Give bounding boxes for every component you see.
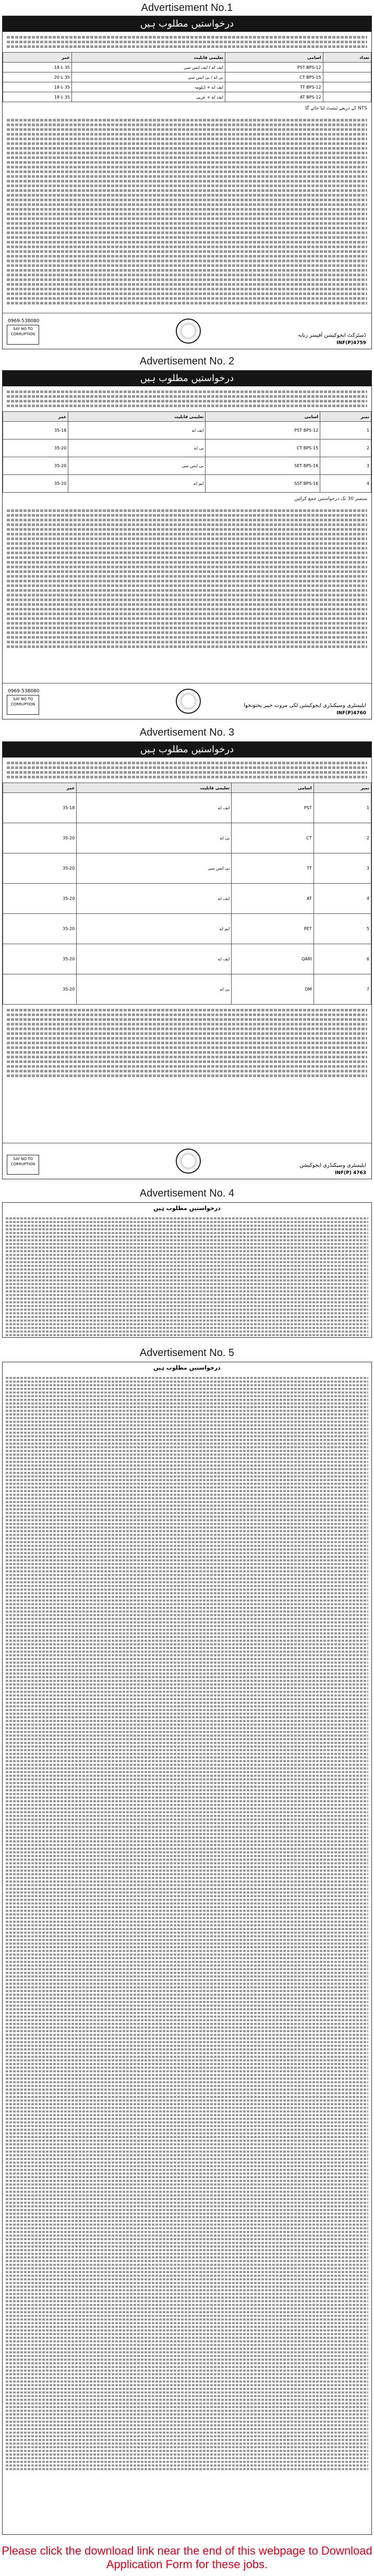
phone-number: 0969-538080	[8, 319, 40, 324]
col-post: اسامی	[225, 53, 323, 63]
government-emblem-icon	[176, 1149, 201, 1174]
table-row: 35-20 بی اے CT BPS-15 2	[3, 439, 371, 457]
table-row: 35-20 ایف اے AT 4	[3, 884, 371, 914]
ad-banner: درخواستیں مطلوب ہیں	[3, 742, 371, 758]
table-row: 35 تا 18 ایف اے + ڈپلومہ TT BPS-12	[3, 82, 371, 92]
table-row: 35 تا 18 ایف اے / ایف ایس سی PST BPS-12	[3, 63, 371, 72]
ad-note: NTS کے ذریعے ٹیسٹ لیا جائے گا	[305, 106, 367, 111]
table-row: 35-20 ایف اے QARI 6	[3, 944, 371, 974]
ad-banner: درخواستیں مطلوب ہیں	[3, 16, 371, 32]
government-emblem-icon	[176, 689, 201, 714]
vacancy-table: عمر تعلیمی قابلیت اسامی نمبر 35-18 ایف اے PST BPS-12 1 35-20 بی اے CT BPS-15 2 35-20 بی ایس سی SET BPS-16 3 35-20 ایم اے SST BPS-16 4	[3, 411, 371, 493]
government-emblem-icon	[176, 319, 201, 344]
col-age: عمر	[3, 53, 72, 63]
ad-note: ستمبر 30 تک درخواستیں جمع کرائیں	[294, 496, 367, 502]
advertisement-label-3: Advertisement No. 3	[139, 727, 235, 738]
ad-footer	[3, 683, 371, 719]
ad-banner: درخواستیں مطلوب ہیں	[3, 371, 371, 386]
col-qualification: تعلیمی قابلیت	[71, 53, 225, 63]
table-row: 35-20 بی اے CT 2	[3, 823, 371, 853]
advertisement-label-2: Advertisement No. 2	[139, 356, 235, 367]
no-corruption-logo: SAY NO TO CORRUPTION	[7, 1155, 39, 1175]
download-note: Please click the download link near the end of this webpage to Download Application Form for these jobs.	[2, 2544, 372, 2571]
table-row: 35-20 ایم اے PET 5	[3, 914, 371, 944]
ad-banner: درخواستیں مطلوب ہیں	[153, 1364, 221, 1371]
advertisement-3	[2, 741, 372, 1179]
table-row: 35-20 بی ایس سی SET BPS-16 3	[3, 457, 371, 475]
advertisement-1	[2, 16, 372, 349]
no-corruption-logo: SAY NO TO CORRUPTION	[7, 325, 39, 345]
no-corruption-logo: SAY NO TO CORRUPTION	[7, 695, 39, 715]
advertisement-label-4: Advertisement No. 4	[139, 1188, 235, 1199]
table-row: 35-20 ایم اے SST BPS-16 4	[3, 475, 371, 493]
table-row: 35 تا 20 بی اے / بی ایس سی CT BPS-15	[3, 72, 371, 82]
issuing-office: ایلیمنٹری وسیکنڈری ایجوکیشن	[299, 1163, 366, 1168]
advertisement-label-5: Advertisement No. 5	[139, 1347, 235, 1359]
vacancy-table	[3, 52, 371, 102]
advertisement-2	[2, 370, 372, 719]
phone-number: 0969-538080	[8, 689, 40, 694]
inf-code: INF(P) 4763	[334, 1170, 366, 1176]
ad-footer	[3, 1143, 371, 1179]
advertisement-5	[2, 1362, 372, 2535]
issuing-office: ایلیمنٹری وسیکنڈری ایجوکیشن لکی مروت خیبر پختونخوا	[244, 703, 366, 709]
advertisement-4	[2, 1202, 372, 1338]
advertisement-label-1: Advertisement No.1	[141, 2, 233, 14]
ad-footer	[3, 313, 371, 349]
table-row: 35 تا 18 ایف اے + عربی AT BPS-12	[3, 92, 371, 102]
table-row: 35-20 بی اے DM 7	[3, 974, 371, 1005]
table-row: 35-18 ایف اے PST BPS-12 1	[3, 422, 371, 439]
inf-code: INF(P)4759	[336, 340, 366, 346]
issuing-office: ڈسٹرکٹ ایجوکیشن آفیسر زنانہ	[297, 333, 366, 338]
vacancy-table: عمر تعلیمی قابلیت اسامی نمبر 35-18 ایف اے PST 1 35-20 بی اے CT 2 35-20 بی ایس سی TT 3 35-20 ایف اے AT 4 35-20 ایم اے PET 5 35-20 ایف اے QARI 6 35-20 بی اے DM 7	[3, 783, 371, 1005]
ad-banner: درخواستیں مطلوب ہیں	[153, 1205, 221, 1212]
inf-code: INF(P)4760	[336, 711, 366, 716]
table-row: 35-18 ایف اے PST 1	[3, 793, 371, 823]
col-count: تعداد	[323, 53, 371, 63]
table-row: 35-20 بی ایس سی TT 3	[3, 853, 371, 884]
